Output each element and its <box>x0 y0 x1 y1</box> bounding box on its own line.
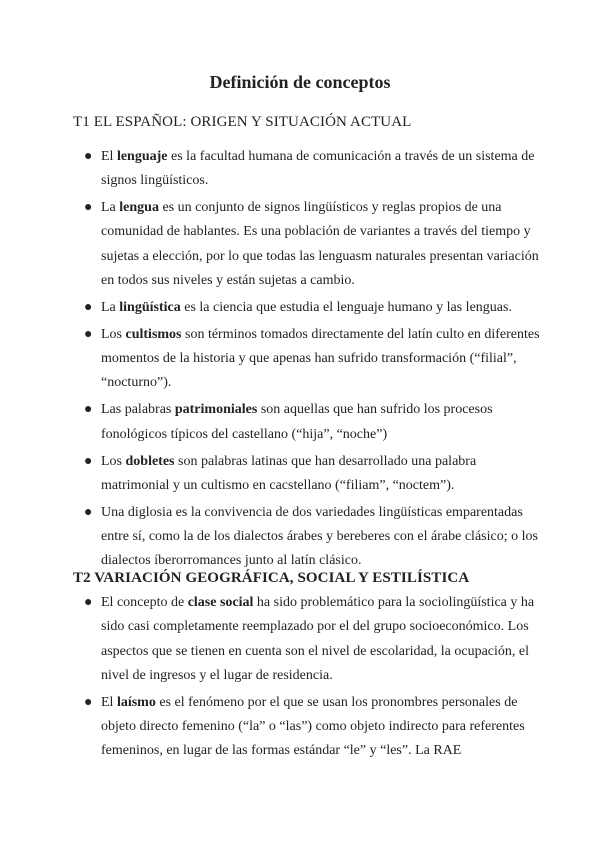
list-item <box>0 398 600 447</box>
item-text: es la facultad humana de comunicación a través de un sistema de signos lingüísticos. <box>101 149 535 189</box>
bullet-icon: ● <box>84 453 93 469</box>
item-text: son aquellas que han sufrido los procesos fonológicos típicos del castellano (“hija”, “noche”) <box>101 402 493 442</box>
list-item <box>0 691 600 764</box>
bullet-icon: ● <box>84 200 93 216</box>
section-heading-t2: T2 VARIACIÓN GEOGRÁFICA, SOCIAL Y ESTILÍSTICA <box>73 570 470 586</box>
item-text: es el fenómeno por el que se usan los pronombres personales de objeto directo femenino (“la” o “las”) como objeto indirecto para referentes femeninos, en lugar de las formas estándar “le” y “les”. La RAE <box>101 694 525 759</box>
bullet-icon: ● <box>84 694 93 710</box>
item-text: ha sido problemático para la sociolingüística y ha sido casi completamente reemplazado por el del grupo socioeconómico. Los aspectos que se tienen en cuenta son el nivel de escolaridad, la ocupación, el nivel de ingresos y el lugar de residencia. <box>101 595 535 683</box>
bullet-icon: ● <box>84 504 93 520</box>
item-text: son palabras latinas que han desarrollado una palabra matrimonial y un cultismo en cacstellano (“filiam”, “noctem”). <box>101 453 477 493</box>
item-term: patrimoniales <box>174 402 258 418</box>
item-text: El concepto de <box>101 595 188 610</box>
item-text: Una diglosia es la convivencia de dos variedades lingüísticas emparentadas entre sí, como la de los dialectos árabes y bereberes con el árabe clásico; o los dialectos íberorromances junto al latín clásico. <box>101 504 538 569</box>
section-heading-t1: T1 EL ESPAÑOL: ORIGEN Y SITUACIÓN ACTUAL <box>73 114 412 130</box>
item-term: cultismos <box>125 326 182 342</box>
list-item <box>0 323 600 396</box>
bullet-icon: ● <box>84 326 93 342</box>
bullet-icon: ● <box>84 149 93 164</box>
item-text: La <box>101 200 120 216</box>
item-text: es un conjunto de signos lingüísticos y reglas propios de una comunidad de hablantes. Es una población de variantes a través del tiempo y sujetas a elección, por lo que todas las lenguasm naturales presentan variación en todos sus niveles y están sujetas a cambio. <box>101 200 539 289</box>
item-term: lengua <box>119 200 159 216</box>
list-item <box>0 296 600 320</box>
list-item <box>0 450 600 499</box>
item-text: Las palabras <box>101 402 175 418</box>
list-item <box>0 145 600 194</box>
item-term: clase social <box>187 595 254 610</box>
list-item <box>0 501 600 574</box>
bullet-icon: ● <box>84 595 93 610</box>
item-text: El <box>101 149 117 164</box>
item-term: laísmo <box>116 694 156 710</box>
item-term: dobletes <box>125 453 175 469</box>
item-term: lenguaje <box>116 149 168 164</box>
item-text: es la ciencia que estudia el lenguaje humano y las lenguas. <box>180 299 512 315</box>
list-item <box>0 196 600 293</box>
list-item <box>0 591 600 688</box>
bullet-icon: ● <box>84 402 93 418</box>
page-title: Definición de conceptos <box>209 72 391 92</box>
item-text: Los <box>101 326 126 342</box>
item-text: El <box>101 694 117 710</box>
section-t2-list <box>0 591 600 764</box>
section-t1-list <box>0 145 600 574</box>
item-term: lingüística <box>119 299 181 315</box>
item-text: Los <box>101 453 126 469</box>
bullet-icon: ● <box>84 299 93 315</box>
item-text: son términos tomados directamente del latín culto en diferentes momentos de la historia y que apenas han sufrido transformación (“filial”, “nocturno”). <box>101 326 540 391</box>
item-text: La <box>101 299 120 315</box>
